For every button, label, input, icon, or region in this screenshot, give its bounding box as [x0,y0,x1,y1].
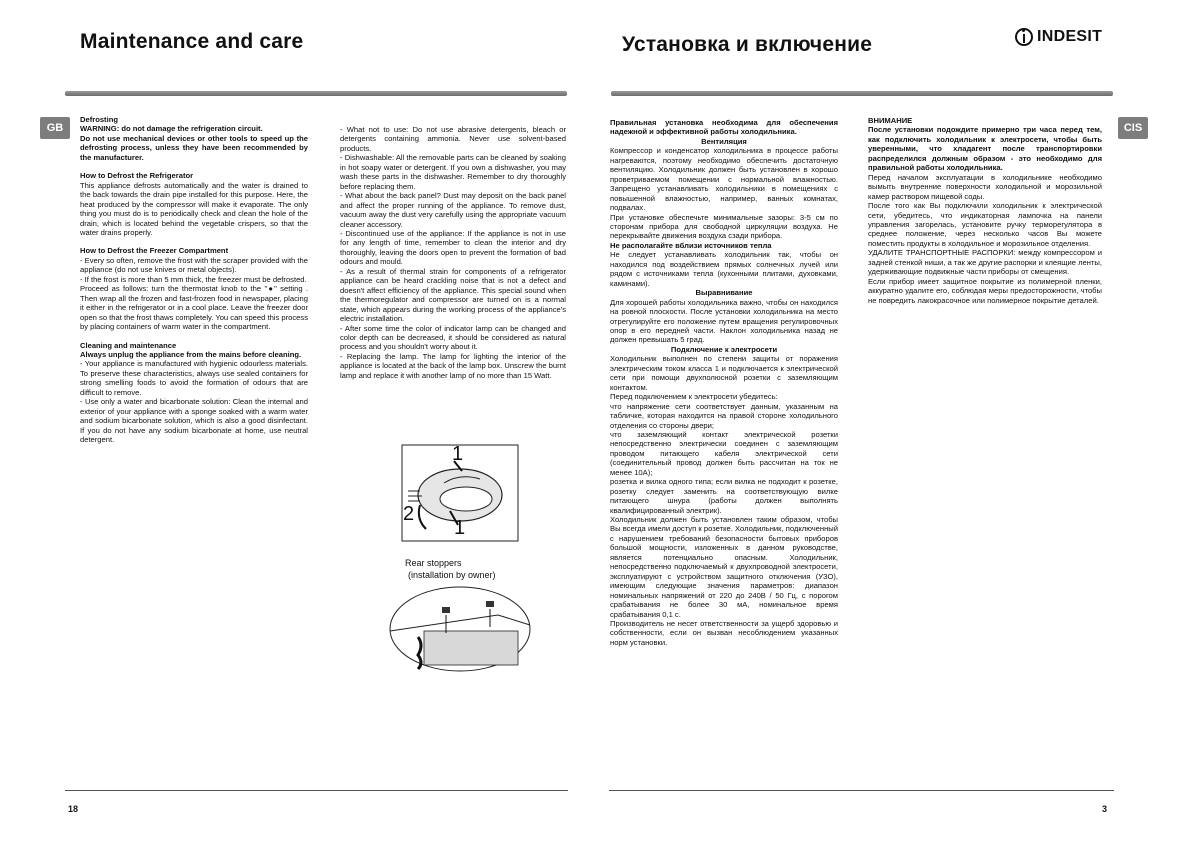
paragraph: - If the frost is more than 5 mm thick, the freezer must be defrosted. [80,274,307,284]
paragraph: - What not to use: Do not use abrasive detergents, bleach or detergents containing ammonia. Never use solvent-based products. [340,125,566,153]
figure-label-1-bottom: 1 [454,517,466,539]
rear-stoppers-illustration [388,585,533,673]
subsection-heading: Подключение к электросети [670,344,778,354]
section-heading: Defrosting [80,115,118,124]
paragraph: Proceed as follows: turn the thermostat knob to the "●" setting . Then wrap all the frozen and fast-frozen food in newspaper, placing it either in the refrigerator or in a cool place. Leave the freezer door open so that the frost thaws completely. You can speed this process by placing containers of warm water in the compartment. [80,284,308,332]
paragraph: Перед началом эксплуатации в холодильнике необходимо вымыть внутренние поверхности холодильной и морозильной камер раствором пищевой соды. [868,172,1102,201]
paragraph: - As a result of thermal strain for components of a refrigerator appliance can be heard crackling noise that is not a defect and doesn't affect efficiency of the appliance. This special sound when the thermoregulator and compressor are turned on is a normal state, which appears during the working process of the appliance's electric installation. [340,266,566,324]
text-column-ru-1 [610,118,838,647]
brand-logo-icon [1015,28,1033,46]
lamp-replacement-illustration [400,443,520,543]
subsection-heading: Вентиляция [701,136,747,146]
page-number: 18 [68,804,79,814]
paragraph: This appliance defrosts automatically and the water is drained to the back towards the drain pipe installed for this purpose. Here, the heat produced by the compressor will make it evaporate. The only thing you must do is to periodically check and clean the hole of the drain, which is located behind the vegetable crispers, so that the water drains properly. [80,180,308,237]
page-title-ru: Установка и включение [622,33,873,56]
paragraph: Перед подключением к электросети убедитесь: [610,392,778,402]
paragraph: Не следует устанавливать холодильник так, чтобы он находился под воздействием прямых солнечных лучей или рядом с источниками тепла (кухонными плитами, духовками, каминами). [610,250,838,288]
paragraph-spacer [80,237,308,246]
figure-label-1-top: 1 [452,443,464,465]
paragraph: УДАЛИТЕ ТРАНСПОРТНЫЕ РАСПОРКИ: между компрессором и задней стенкой ниши, а так же другие распорки и клеящие ленты, удерживающие подвижные части приборы от смещения. [868,248,1102,277]
paragraph: что напряжение сети соответствует данным, указанным на табличке, которая находится на правой стороне холодильного отделения со стороны двери; [610,401,838,430]
subsection-heading: Выравнивание [695,288,753,298]
figure-caption-subtitle: (installation by owner) [408,570,496,580]
paragraph: - Every so often, remove the frost with the scraper provided with the appliance (do not use knives or metal objects). [80,255,308,275]
figure-caption-title: Rear stoppers [405,558,462,568]
paragraph: - Dishwashable: All the removable parts can be cleaned by soaking in hot soapy water or detergent. If you own a dishwasher, you may wash these parts in the dishwasher. Remember to dry thoroughly before replacing them. [340,153,566,191]
paragraph: - Discontinued use of the appliance: If the appliance is not in use for any length of time, remember to clean the interior and dry thoroughly, leaving the doors open to prevent the formation of bad odours and mould. [340,228,566,267]
paragraph: розетка и вилка одного типа; если вилка не подходит к розетке, розетку следует заменить на соответствующую вилке питающего шнура (работы должен выполнять квалифицированный электрик). [610,477,838,515]
section-heading: Do not use mechanical devices or other tools to speed up the defrosting process, unless they have been recommended by the manufacturer. [80,133,308,162]
header-rule-ru [611,91,1113,96]
page-title: Maintenance and care [80,30,304,53]
paragraph-spacer [80,332,308,341]
paragraph: Холодильник выполнен по степени защиты от поражения электрическим током класса 1 и подключается к электрической сети при помощи двухполюсной розетки с заземляющим контактом. [610,354,838,392]
paragraph: Компрессор и конденсатор холодильника в процессе работы нагреваются, поэтому необходимо обеспечить достаточную вентиляцию. Холодильник должен быть установлен в хорошо проветриваемом помещении с нормальной влажностью. Запрещено устанавливать холодильники в помещениях с повышенной влажностью, например, ванных комнатах, подвалах. [610,146,838,213]
brand-name: INDESIT [1037,28,1103,45]
figure-label-2: 2 [403,503,415,525]
brand-logo [1015,28,1102,46]
paragraph: Если прибор имеет защитное покрытие из полимерной пленки, аккуратно удалите его, соблюдая меры предосторожности, чтобы не повредить лакокрасочное или полимерное покрытие деталей. [868,276,1102,305]
text-column-1 [80,115,308,445]
paragraph: Производитель не несет ответственности за ущерб здоровью и собственности, если он вызван несоблюдением указанных норм установки. [610,619,838,647]
section-heading: How to Defrost the Refrigerator [80,171,194,181]
paragraph-spacer [80,162,308,171]
section-heading: Не располагайте вблизи источников тепла [610,240,772,250]
paragraph: После того как Вы подключили холодильник к электрической сети, убедитесь, что индикаторная лампочка на панели управления загорелась, установите ручку терморегулятора в среднее положение, через несколько часов Вы можете поместить продукты в холодильное и морозильное отделения. [868,201,1102,248]
section-heading: Always unplug the appliance from the mains before cleaning. [80,349,302,359]
paragraph: - Your appliance is manufactured with hygienic odourless materials. To preserve these characteristics, always use sealed containers for strong smelling foods to avoid the formation of odours that are difficult to remove. [80,359,308,397]
paragraph: - Use only a water and bicarbonate solution: Clean the internal and exterior of your appliance with a sponge soaked with a warm water and sodium bicarbonate solution, which is also a good disinfectant. If you do not have any sodium bicarbonate at home, use neutral detergent. [80,397,308,445]
paragraph: При установке обеспечьте минимальные зазоры: 3-5 см по сторонам прибора для свободной циркуляции воздуха. Не перекрывайте движения воздуха сзади прибора. [610,212,838,241]
footer-rule-ru [609,790,1114,791]
language-badge-gb: GB [40,117,70,139]
section-heading: Правильная установка необходима для обеспечения надежной и эффективной работы холодильника. [610,118,838,137]
section-heading: WARNING: do not damage the refrigeration circuit. [80,124,263,134]
paragraph: - After some time the color of indicator lamp can be changed and color depth can be decreased, it should be considered as natural process and you shouldn't worry about it. [340,323,566,352]
paragraph: что заземляющий контакт электрической розетки непосредственно электрически соединен с заземляющим проводом питающего кабеля электрической сети (соединительный провод должен быть рассчитан на ток не менее 10А); [610,429,838,477]
footer-rule [65,790,568,791]
paragraph: Для хорошей работы холодильника важно, чтобы он находился на ровной плоскости. После установки холодильника на место отрегулируйте его положение путем вращения регулировочных опор в его передней части. Наклон холодильника назад не должен превышать 5 град. [610,297,838,345]
page-number-ru: 3 [1102,804,1108,814]
text-column-ru-2 [868,116,1102,305]
text-column-2 [340,125,566,380]
header-rule [65,91,567,96]
section-heading: ВНИМАНИЕ [868,116,913,125]
language-badge-cis: CIS [1118,117,1148,139]
section-heading: How to Defrost the Freezer Compartment [80,246,229,256]
section-heading: Cleaning and maintenance [80,340,177,350]
paragraph: Холодильник должен быть установлен таким образом, чтобы Вы всегда имели доступ к розетке. Холодильник, подключенный с нарушением требований безопасности бытовых приборов большой мощности, изложенных в данном руководстве, является потенциально опасным. Холодильник, непосредственно подключаемый к двухпроводной электросети, эксплуатируют с устройством защитного отключения (УЗО), имеющим следующие значения параметров: диапазон номинальных напряжений от 220 до 240В / 50 Гц, с порогом срабатывания не более 30 мА, номинальное время срабатывания 0,1 с. [610,515,838,619]
paragraph: - What about the back panel? Dust may deposit on the back panel and affect the proper running of the appliance. To remove dust, vacuum away the dust very carefully using the appropriate vacuum cleaner accessory. [340,191,566,229]
section-heading: После установки подождите примерно три часа перед тем, как подключить холодильник к электросети, чтобы быть уверенными, что хладагент после транспортировки распределился должным образом - это необходимо для правильной работы холодильника. [868,125,1102,173]
paragraph: - Replacing the lamp. The lamp for lighting the interior of the appliance is located at the back of the lamp box. Unscrew the burnt lamp and replace it with another lamp of no more than 15 Watt. [340,351,566,380]
